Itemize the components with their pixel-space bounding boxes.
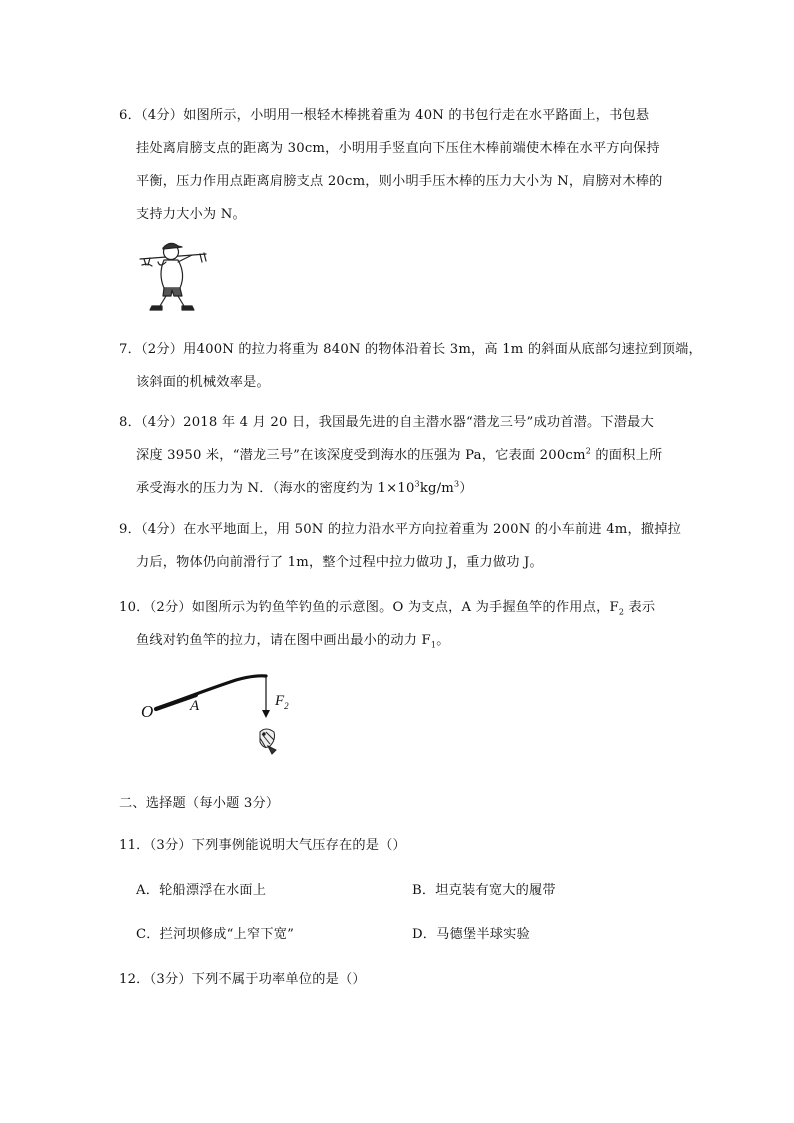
q6-line-3: 平衡，压力作用点距离肩膀支点 20cm，则小明手压木棒的压力大小为 N，肩膀对木棒的: [136, 174, 663, 189]
q6-line-1: 6．（4分）如图所示，小明用一根轻木棒挑着重为 40N 的书包行走在水平路面上，书包悬: [119, 108, 650, 123]
q8-line-1: 8．（4分）2018 年 4 月 20 日，我国最先进的自主潜水器“潜龙三号”成功首潜。下潜最大: [119, 415, 654, 430]
q10-f1-subscript: 1: [430, 640, 437, 650]
q8-area-exponent: 2: [585, 446, 592, 456]
q8-line-2-text-b: 的面积上所: [591, 448, 663, 463]
q8-line-3: [136, 477, 473, 496]
q11-option-c: C．拦河坝修成“上窄下宽”: [136, 927, 295, 942]
q10-f2-subscript: 2: [618, 607, 625, 617]
q7-line-2: 该斜面的机械效率是。: [136, 375, 270, 390]
q11-stem: 11．（3分）下列事例能说明大气压存在的是（）: [119, 838, 406, 853]
q8-volume-exponent: 3: [454, 479, 460, 489]
q8-line-2: [136, 444, 662, 463]
fish-icon: [260, 729, 276, 754]
q10-line-2-text-a: 鱼线对钓鱼竿的拉力，请在图中画出最小的动力 F: [136, 633, 431, 648]
q11-option-a: A．轮船漂浮在水面上: [136, 883, 267, 898]
q11-option-d: D．马德堡半球实验: [412, 927, 530, 942]
fishing-rod-figure: [136, 668, 306, 768]
force-label-F: F: [275, 693, 285, 709]
q10-line-2: [136, 629, 450, 648]
q6-line-4: 支持力大小为 N。: [136, 207, 246, 222]
q11-option-b: B．坦克装有宽大的履带: [412, 883, 556, 898]
q6-line-2: 挂处离肩膀支点的距离为 30cm，小明用手竖直向下压住木棒前端使木棒在水平方向保持: [136, 141, 660, 156]
q10-line-1-text-b: 表示: [624, 600, 656, 615]
q10-line-2-text-b: 。: [436, 633, 450, 648]
pivot-label-O: O: [141, 702, 154, 721]
force-label-F2: [275, 693, 289, 710]
boy-carrying-bag-figure: [136, 232, 212, 316]
force-label-sub: 2: [284, 701, 289, 711]
q8-line-3-text-a: 承受海水的压力为 N．（海水的密度约为 1×10: [136, 481, 415, 496]
q8-line-3-text-b: kg/m: [419, 481, 455, 496]
point-label-A: A: [190, 698, 200, 714]
q9-line-2: 力后，物体仍向前滑行了 1m，整个过程中拉力做功 J，重力做功 J。: [136, 555, 543, 570]
q10-line-1-text-a: 10．（2分）如图所示为钓鱼竿钓鱼的示意图。O 为支点，A 为手握鱼竿的作用点，F: [119, 600, 619, 615]
f2-arrowhead: [262, 710, 270, 718]
q8-line-2-text-a: 深度 3950 米，“潜龙三号”在该深度受到海水的压强为 Pa，它表面 200cm: [136, 448, 586, 463]
q12-stem: 12．（3分）下列不属于功率单位的是（）: [119, 972, 366, 987]
q10-line-1: [119, 596, 655, 615]
q7-line-1: 7．（2分）用400N 的拉力将重为 840N 的物体沿着长 3m，高 1m 的斜面从底部匀速拉到顶端，: [119, 342, 702, 357]
fishing-rod-drawing: [136, 668, 306, 768]
q9-line-1: 9．（4分）在水平地面上，用 50N 的拉力沿水平方向拉着重为 200N 的小车前进 4m，撤掉拉: [119, 522, 682, 537]
section-title-choice: 二、选择题（每小题 3分）: [119, 796, 280, 811]
q8-density-exponent: 3: [414, 479, 420, 489]
q8-line-3-text-c: ）: [459, 481, 473, 496]
